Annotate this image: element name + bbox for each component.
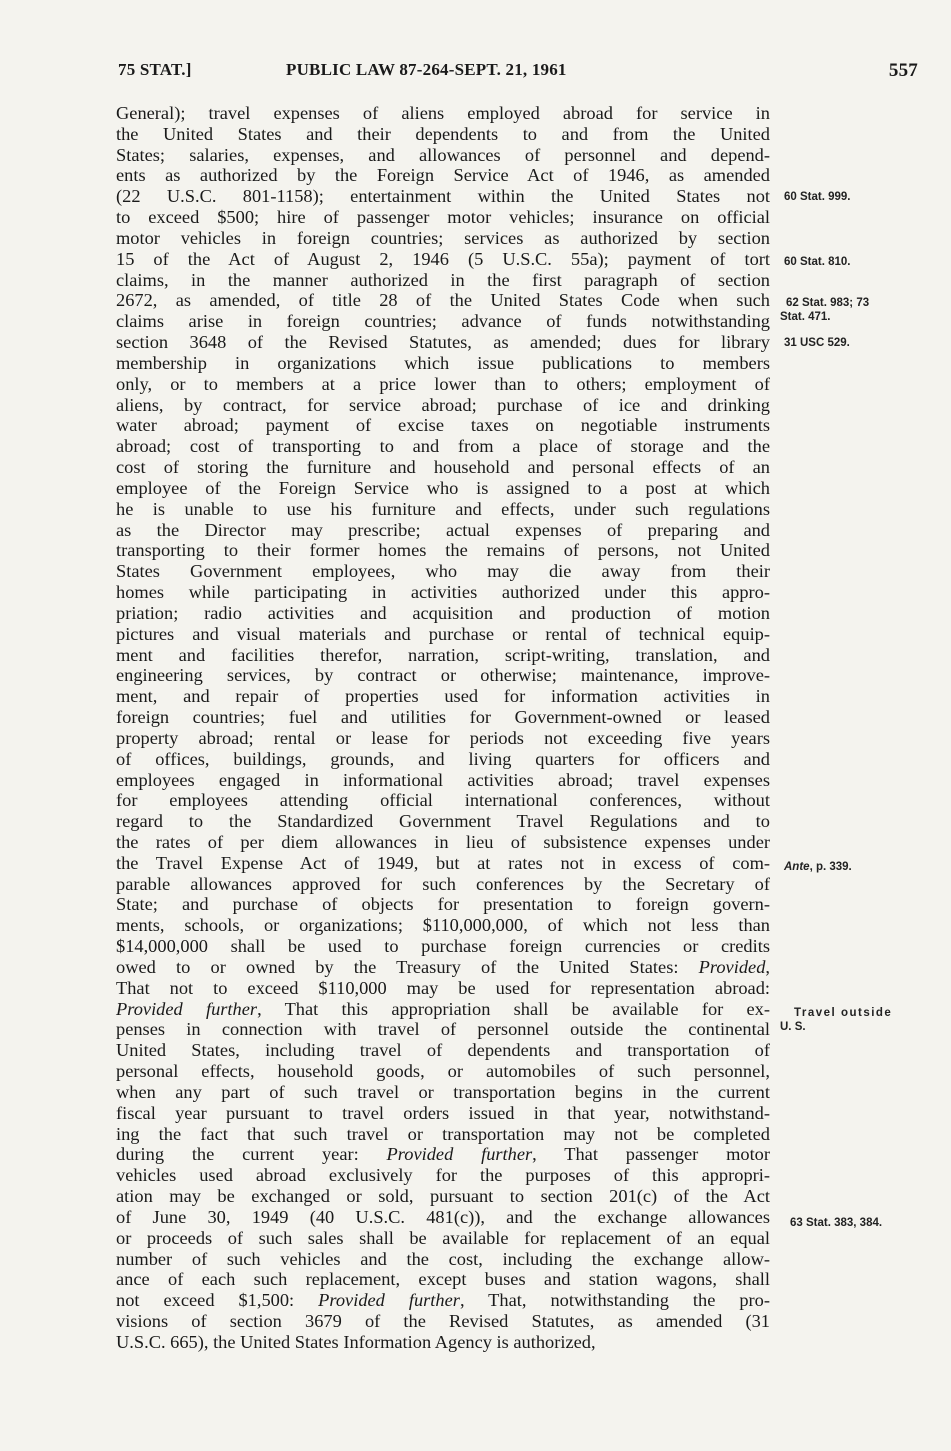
body-line: (22 U.S.C. 801-1158); entertainment within the United States not [116,186,770,207]
margin-note-line: Travel outside [794,1007,893,1019]
body-line: 2672, as amended, of title 28 of the United States Code when such [116,290,770,311]
body-line: he is unable to use his furniture and effects, under such regulations [116,498,770,519]
body-line: transporting to their former homes the remains of persons, not United [116,540,770,561]
body-line: 15 of the Act of August 2, 1946 (5 U.S.C. 55a); payment of tort [116,248,770,269]
margin-note-line: 60 Stat. 810. [784,256,851,268]
body-line: engineering services, by contract or otherwise; maintenance, improve- [116,665,770,686]
body-line: the United States and their dependents to and from the United [116,123,770,144]
margin-note-60-stat-810 [784,255,934,269]
margin-note-line: 62 Stat. 983; 73 [786,297,870,309]
margin-note-63-stat-383 [790,1216,940,1230]
body-line: ment and facilities therefor, narration, script-writing, translation, and [116,644,770,665]
body-line: ation may be exchanged or sold, pursuant to section 201(c) of the Act [116,1186,770,1207]
body-line: regard to the Standardized Government Travel Regulations and to [116,811,770,832]
body-line: priation; radio activities and acquisition and production of motion [116,602,770,623]
body-line: ment, and repair of properties used for information activities in [116,686,770,707]
body-line: homes while participating in activities authorized under this appro- [116,582,770,603]
body-line: when any part of such travel or transportation begins in the current [116,1081,770,1102]
body-line: employee of the Foreign Service who is assigned to a post at which [116,477,770,498]
body-line: abroad; cost of transporting to and from a place of storage and the [116,436,770,457]
body-line: That not to exceed $110,000 may be used for representation abroad: [116,977,770,998]
statute-body-text [116,103,770,1353]
margin-note-ante-p-339 [784,860,934,874]
body-line: during the current year: Provided further, That passenger motor [116,1144,770,1165]
margin-note-line: 60 Stat. 999. [784,191,851,203]
body-line: $14,000,000 shall be used to purchase foreign currencies or credits [116,936,770,957]
body-line: employees engaged in informational activities abroad; travel expenses [116,769,770,790]
body-line: the rates of per diem allowances in lieu of subsistence expenses under [116,831,770,852]
body-line: State; and purchase of objects for presentation to foreign govern- [116,894,770,915]
running-title: PUBLIC LAW 87-264-SEPT. 21, 1961 [286,60,567,79]
body-line: vehicles used abroad exclusively for the purposes of this appropri- [116,1165,770,1186]
margin-note-line: 31 USC 529. [784,337,850,349]
body-line: ments, schools, or organizations; $110,000,000, of which not less than [116,915,770,936]
body-line: ents as authorized by the Foreign Service Act of 1946, as amended [116,165,770,186]
margin-note-31-usc-529 [784,336,934,350]
body-line: of June 30, 1949 (40 U.S.C. 481(c)), and the exchange allowances [116,1206,770,1227]
body-line: section 3648 of the Revised Statutes, as amended; dues for library [116,332,770,353]
body-line: cost of storing the furniture and household and personal effects of an [116,457,770,478]
body-line: personal effects, household goods, or automobiles of such personnel, [116,1061,770,1082]
body-line: ing the fact that such travel or transportation may not be completed [116,1123,770,1144]
body-line: States Government employees, who may die away from their [116,561,770,582]
page-number: 557 [888,60,918,81]
body-line: motor vehicles in foreign countries; services as authorized by section [116,227,770,248]
body-line: U.S.C. 665), the United States Information Agency is authorized, [116,1331,596,1352]
body-line: number of such vehicles and the cost, including the exchange allow- [116,1248,770,1269]
body-line: foreign countries; fuel and utilities for Government-owned or leased [116,707,770,728]
margin-note-line: U. S. [780,1021,806,1033]
margin-note-60-stat-999 [784,190,934,204]
body-line: property abroad; rental or lease for periods not exceeding five years [116,727,770,748]
margin-note-62-stat-983 [780,296,930,324]
body-line: aliens, by contract, for service abroad; purchase of ice and drinking [116,394,770,415]
body-line: only, or to members at a price lower than to others; employment of [116,373,770,394]
body-line: not exceed $1,500: Provided further, That, notwithstanding the pro- [116,1290,770,1311]
body-line: as the Director may prescribe; actual expenses of preparing and [116,519,770,540]
margin-note-travel-outside [780,1006,930,1034]
body-line: penses in connection with travel of personnel outside the continental [116,1019,770,1040]
body-line: pictures and visual materials and purchase or rental of technical equip- [116,623,770,644]
body-line: Provided further, That this appropriation shall be available for ex- [116,998,770,1019]
margin-note-line: Ante, p. 339. [784,861,852,873]
body-line: claims arise in foreign countries; advance of funds notwithstanding [116,311,770,332]
body-line: claims, in the manner authorized in the first paragraph of section [116,269,770,290]
body-line: or proceeds of such sales shall be available for replacement of an equal [116,1227,770,1248]
body-line: the Travel Expense Act of 1949, but at rates not in excess of com- [116,852,770,873]
body-line: States; salaries, expenses, and allowances of personnel and depend- [116,144,770,165]
body-line: to exceed $500; hire of passenger motor vehicles; insurance on official [116,207,770,228]
body-line: parable allowances approved for such conferences by the Secretary of [116,873,770,894]
body-line: owed to or owned by the Treasury of the United States: Provided, [116,956,770,977]
margin-note-line: Stat. 471. [780,311,831,323]
margin-note-line: 63 Stat. 383, 384. [790,1217,883,1229]
body-line: of offices, buildings, grounds, and living quarters for officers and [116,748,770,769]
body-line: visions of section 3679 of the Revised Statutes, as amended (31 [116,1311,770,1332]
body-line: water abroad; payment of excise taxes on negotiable instruments [116,415,770,436]
volume-reference: 75 STAT.] [118,60,192,79]
body-line: General); travel expenses of aliens employed abroad for service in [116,103,770,123]
page-header [118,60,918,88]
body-line: ance of each such replacement, except buses and station wagons, shall [116,1269,770,1290]
body-line: United States, including travel of dependents and transportation of [116,1040,770,1061]
body-line: membership in organizations which issue publications to members [116,352,770,373]
body-line: for employees attending official international conferences, without [116,790,770,811]
body-line: fiscal year pursuant to travel orders issued in that year, notwithstand- [116,1102,770,1123]
